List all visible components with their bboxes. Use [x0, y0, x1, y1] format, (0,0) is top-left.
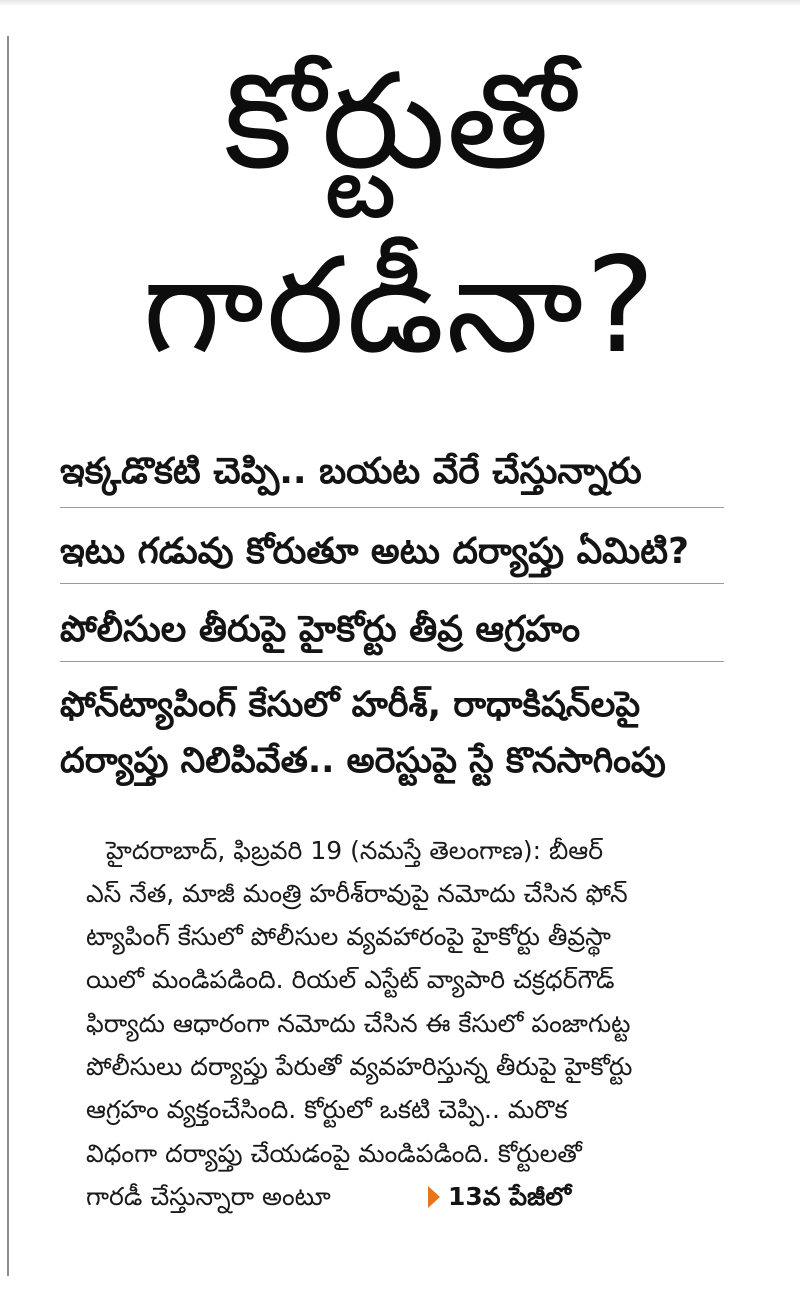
body-line: హైదరాబాద్, ఫిబ్రవరి 19 (నమస్తే తెలంగాణ): బీఆర్ — [106, 836, 604, 865]
column-rule — [7, 36, 9, 1276]
divider — [60, 507, 724, 508]
subhead-4: ఫోన్‌ట్యాపింగ్ కేసులో హరీశ్, రాధాకిషన్‌లపై — [60, 685, 641, 725]
top-border — [0, 0, 800, 6]
headline-text: కోర్టుతో — [223, 45, 577, 199]
headline-line-2 — [28, 229, 772, 383]
body-line: యిలో మండిపడింది. రియల్ ఎస్టేట్ వ్యాపారి చక్రధర్‌గౌడ్ — [86, 965, 615, 994]
body-line: ఫిర్యాదు ఆధారంగా నమోదు చేసిన ఈ కేసులో పంజాగుట్ట — [86, 1009, 631, 1038]
divider — [60, 583, 724, 584]
divider — [60, 661, 724, 662]
body-line: పోలీసులు దర్యాప్తు పేరుతో వ్యవహరిస్తున్న తీరుపై హైకోర్టు — [86, 1052, 633, 1081]
body-line: ఆగ్రహం వ్యక్తంచేసింది. కోర్టులో ఒకటి చెప్పి.. మరొక — [86, 1095, 568, 1124]
body-line: ఎస్ నేత, మాజీ మంత్రి హరీశ్‌రావుపై నమోదు చేసిన ఫోన్ — [86, 879, 628, 908]
headline-line-1 — [28, 45, 772, 199]
continuation-ref[interactable] — [428, 1184, 571, 1209]
arrow-right-icon — [428, 1186, 440, 1208]
subhead-1: ఇక్కడొకటి చెప్పి.. బయట వేరే చేస్తున్నారు — [60, 451, 642, 492]
subhead-3: పోలీసుల తీరుపై హైకోర్టు తీవ్ర ఆగ్రహం — [60, 609, 581, 650]
subhead-2: ఇటు గడువు కోరుతూ అటు దర్యాప్తు ఏమిటి? — [60, 531, 689, 572]
body-line: ట్యాపింగ్ కేసులో పోలీసుల వ్యవహారంపై హైకోర్టు తీవ్రస్థా — [86, 922, 611, 951]
body-line: గారడీ చేస్తున్నారా అంటూ — [86, 1182, 331, 1211]
continuation-page: 13వ పేజీలో — [448, 1182, 572, 1211]
headline-text: గారడీనా? — [142, 229, 658, 383]
body-line: విధంగా దర్యాప్తు చేయడంపై మండిపడింది. కోర్టులతో — [86, 1139, 582, 1168]
subhead-5: దర్యాప్తు నిలిపివేత.. అరెస్టుపై స్టే కొనసాగింపు — [60, 741, 666, 781]
